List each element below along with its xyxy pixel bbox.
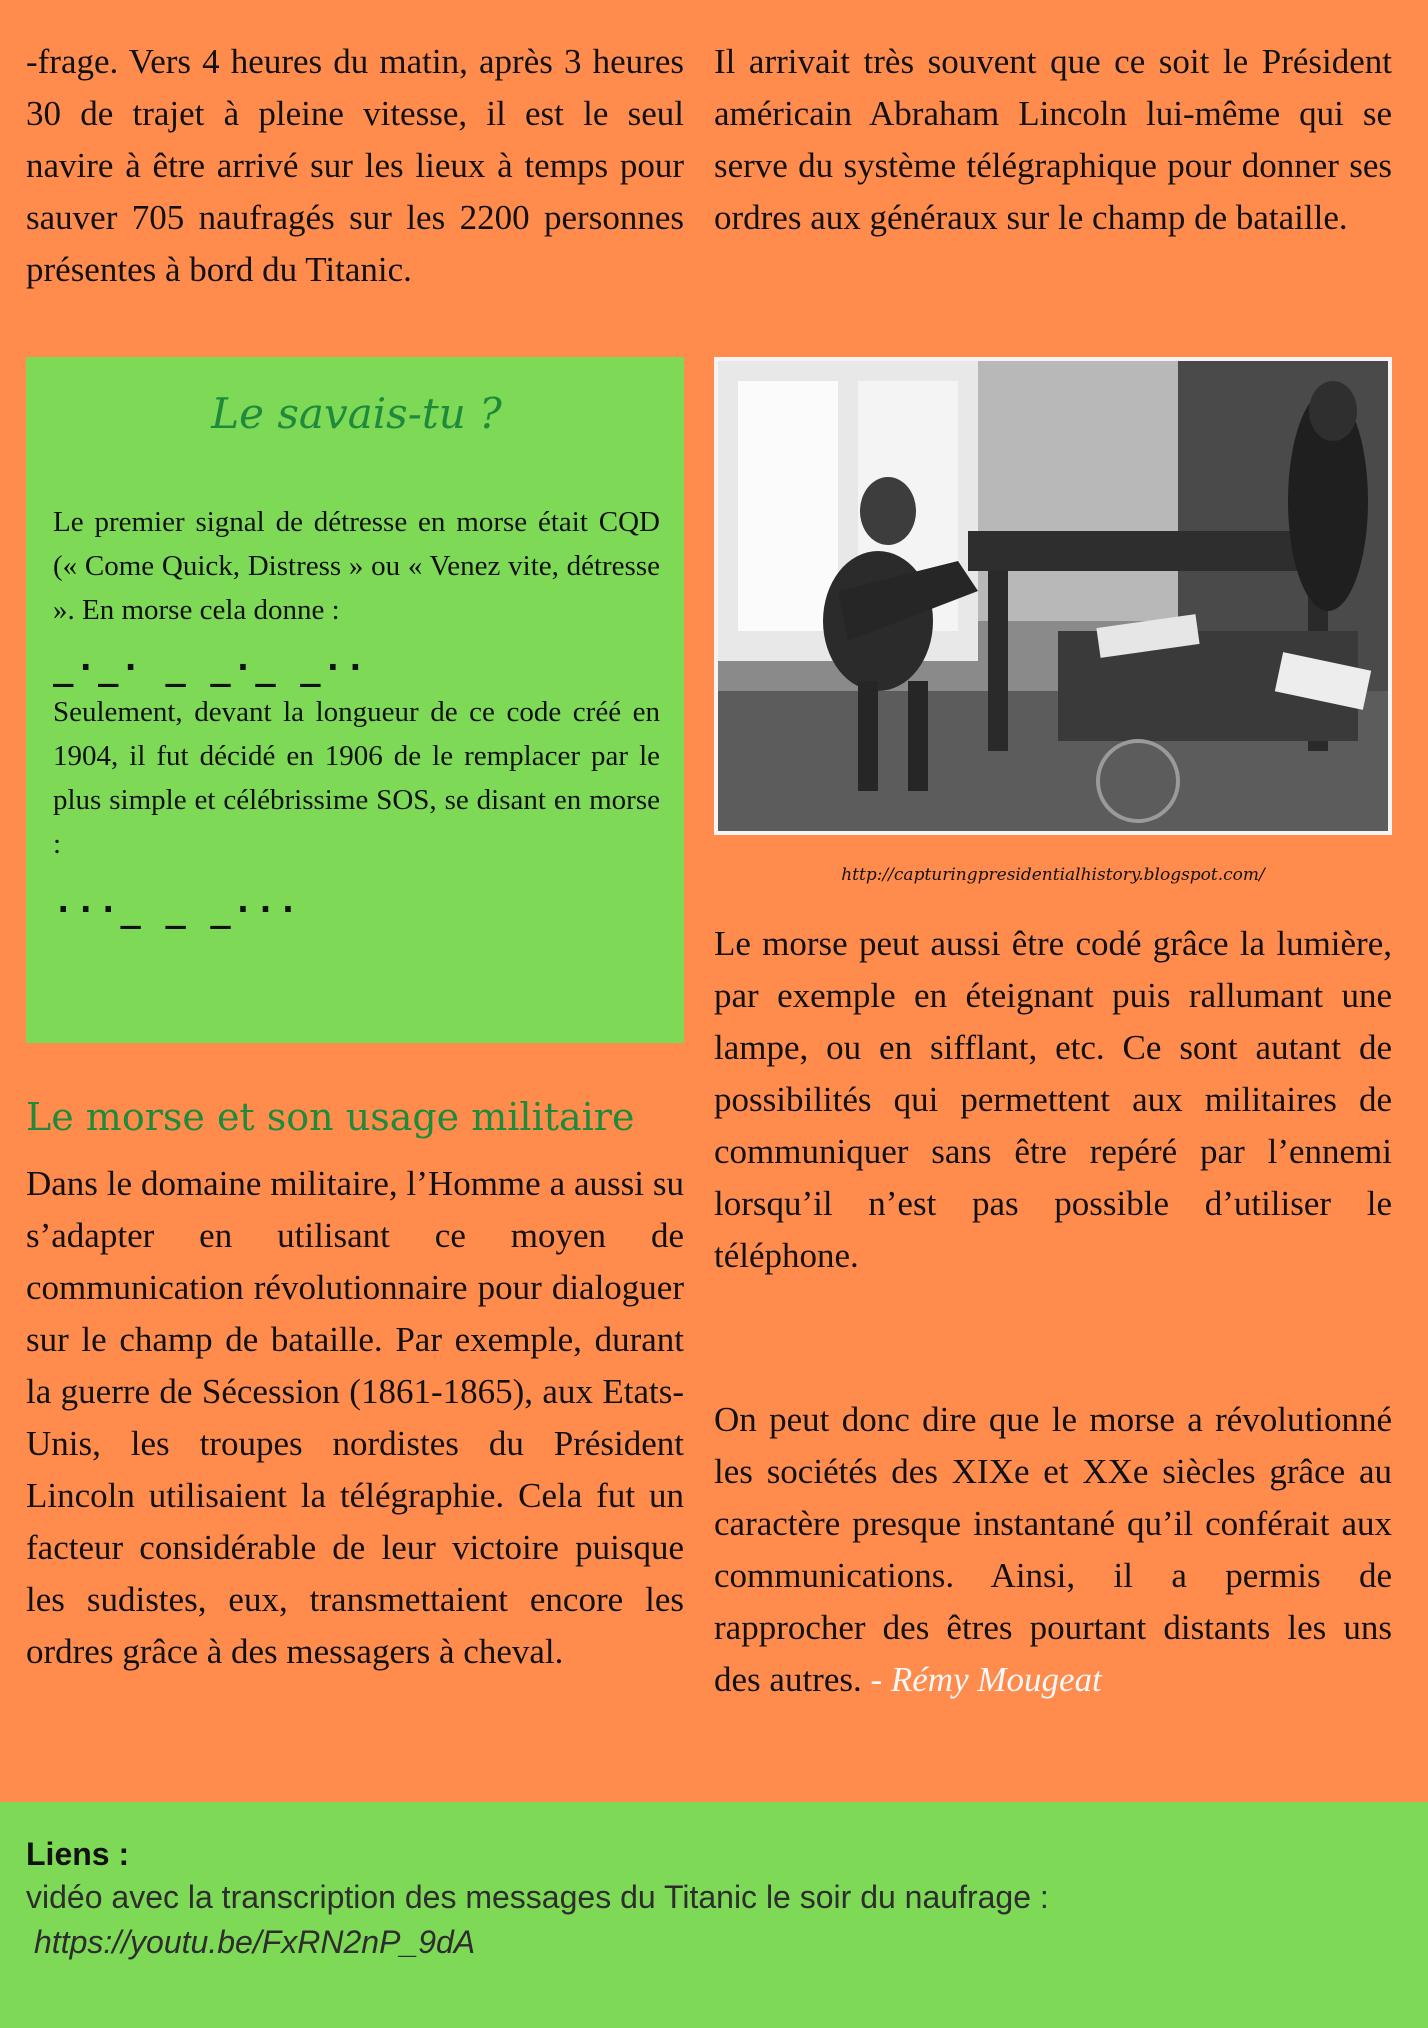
did-you-know-box	[26, 357, 684, 1043]
links-heading: Liens :	[26, 1836, 130, 1872]
photo-credit: http://capturingpresidentialhistory.blogspot.com/	[841, 865, 1265, 885]
light-paragraph: Le morse peut aussi être codé grâce la lumière, par exemple en éteignant puis rallumant une lampe, ou en sifflant, etc. Ce sont autant de possibilités qui permettent aux militaires de communiquer sans être repéré par l’ennemi lorsqu’il n’est pas possible d’utiliser le téléphone.	[714, 924, 1392, 1275]
conclusion-text: On peut donc dire que le morse a révolutionné les sociétés des XIXe et XXe siècles grâce au caractère presque instantané qu’il conférait aux communications. Ainsi, il a permis de rapprocher des êtres pourtant distants les uns des autres.	[714, 1400, 1392, 1699]
links-footer	[0, 1802, 1428, 2028]
lincoln-telegraph-photo	[714, 357, 1392, 835]
youtube-link[interactable]: https://youtu.be/FxRN2nP_9dA	[34, 1924, 476, 1960]
morse-sos: ···_ _ _···	[53, 890, 301, 930]
military-paragraph: Dans le domaine militaire, l’Homme a aussi su s’adapter en utilisant ce moyen de communication révolutionnaire pour dialoguer sur le champ de bataille. Par exemple, durant la guerre de Sécession (1861-1865), aux Etats-Unis, les troupes nordistes du Président Lincoln utilisaient la télégraphie. Cela fut un facteur considérable de leur victoire puisque les sudistes, eux, transmettaient encore les ordres grâce à des messagers à cheval.	[26, 1164, 684, 1671]
links-description: vidéo avec la transcription des messages du Titanic le soir du naufrage :	[26, 1879, 1049, 1915]
cqd-explanation: Le premier signal de détresse en morse était CQD (« Come Quick, Distress » ou « Venez vite, détresse ». En morse cela donne :	[53, 506, 660, 626]
lincoln-paragraph: Il arrivait très souvent que ce soit le Président américain Abraham Lincoln lui-même qui se serve du système télégraphique pour donner ses ordres aux généraux sur le champ de bataille.	[714, 42, 1392, 237]
did-you-know-title: Le savais-tu ?	[211, 389, 502, 438]
author-signature: - Rémy Mougeat	[870, 1660, 1102, 1699]
conclusion-paragraph	[714, 1394, 1392, 1706]
sos-explanation: Seulement, devant la longueur de ce code créé en 1904, il fut décidé en 1906 de le remplacer par le plus simple et célébrissime SOS, se disant en morse :	[53, 696, 660, 860]
morse-cqd: _·_· _ _·_ _··	[53, 648, 368, 688]
military-section-title: Le morse et son usage militaire	[26, 1095, 635, 1139]
intro-paragraph: -frage. Vers 4 heures du matin, après 3 heures 30 de trajet à pleine vitesse, il est le seul navire à être arrivé sur les lieux à temps pour sauver 705 naufragés sur les 2200 personnes présentes à bord du Titanic.	[26, 42, 684, 289]
telegraph-office-illustration	[718, 361, 1388, 831]
